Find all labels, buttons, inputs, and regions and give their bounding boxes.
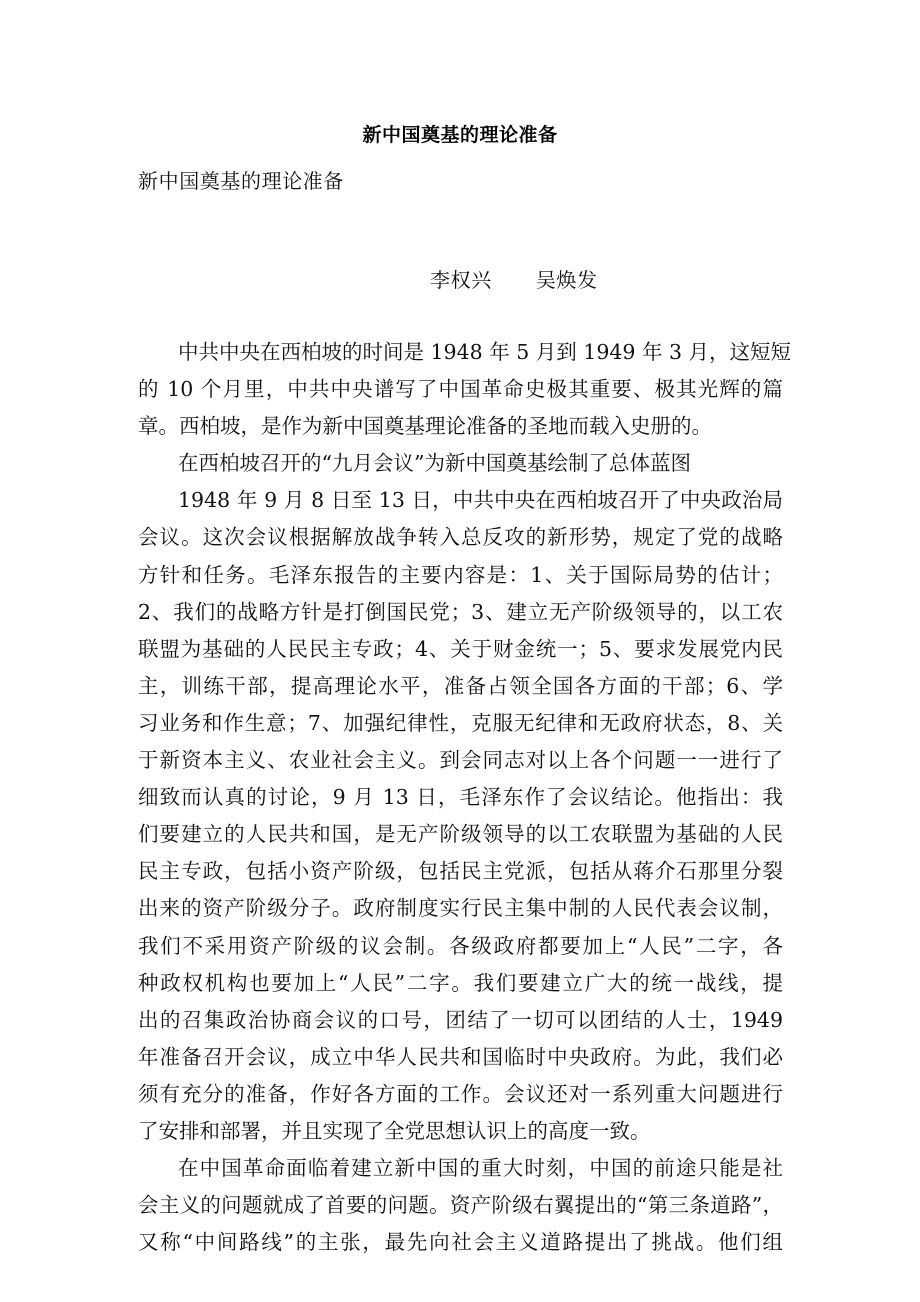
text-line: 章。西柏坡，是作为新中国奠基理论准备的圣地而载入史册的。 [138, 414, 712, 439]
text-line: 又称“中间路线”的主张，最先向社会主义道路提出了挑战。他们组 [138, 1230, 783, 1255]
text-line: 会议。这次会议根据解放战争转入总反攻的新形势，规定了党的战略 [138, 525, 783, 550]
text-line: 2、我们的战略方针是打倒国民党；3、建立无产阶级领导的，以工农 [138, 599, 783, 624]
document-authors [430, 266, 598, 294]
text-line: 方针和任务。毛泽东报告的主要内容是：1、关于国际局势的估计； [138, 562, 783, 587]
text-line: 在中国革命面临着建立新中国的重大时刻，中国的前途只能是社 [178, 1156, 783, 1181]
document-title: 新中国奠基的理论准备 [362, 124, 558, 146]
text-line: 年准备召开会议，成立中华人民共和国临时中央政府。为此，我们必 [138, 1044, 783, 1069]
text-line: 了安排和部署，并且实现了全党思想认识上的高度一致。 [138, 1118, 651, 1143]
text-line: 民主专政，包括小资产阶级，包括民主党派，包括从蒋介石那里分裂 [138, 859, 783, 884]
text-line: 细致而认真的讨论，9 月 13 日，毛泽东作了会议结论。他指出：我 [138, 785, 783, 810]
text-line: 我们不采用资产阶级的议会制。各级政府都要加上“人民”二字，各 [138, 933, 783, 958]
author-name: 李权兴 [430, 268, 492, 292]
text-line: 联盟为基础的人民民主专政；4、关于财金统一；5、要求发展党内民 [138, 636, 783, 661]
text-line: 在西柏坡召开的“九月会议”为新中国奠基绘制了总体蓝图 [178, 451, 691, 476]
text-line: 出来的资产阶级分子。政府制度实行民主集中制的人民代表会议制， [138, 896, 783, 921]
text-line: 中共中央在西柏坡的时间是 1948 年 5 月到 1949 年 3 月，这短短 [178, 340, 792, 364]
text-line: 1948 年 9 月 8 日至 13 日，中共中央在西柏坡召开了中央政治局 [178, 488, 783, 513]
text-line: 于新资本主义、农业社会主义。到会同志对以上各个问题一一进行了 [138, 748, 783, 773]
text-line: 主，训练干部，提高理论水平，准备占领全国各方面的干部；6、学 [138, 673, 783, 698]
text-line: 们要建立的人民共和国，是无产阶级领导的以工农联盟为基础的人民 [138, 822, 783, 847]
text-line: 习业务和作生意；7、加强纪律性，克服无纪律和无政府状态，8、关 [138, 710, 783, 735]
text-line: 种政权机构也要加上“人民”二字。我们要建立广大的统一战线，提 [138, 970, 783, 995]
author-name: 吴焕发 [535, 268, 598, 292]
text-line: 的 10 个月里，中共中央谱写了中国革命史极其重要、极其光辉的篇 [138, 377, 783, 402]
document-body [138, 334, 792, 1261]
text-line: 须有充分的准备，作好各方面的工作。会议还对一系列重大问题进行 [138, 1081, 783, 1106]
document-subtitle: 新中国奠基的理论准备 [138, 169, 344, 193]
text-line: 出的召集政治协商会议的口号，团结了一切可以团结的人士，1949 [138, 1007, 783, 1032]
text-line: 会主义的问题就成了首要的问题。资产阶级右翼提出的“第三条道路”， [138, 1193, 783, 1218]
